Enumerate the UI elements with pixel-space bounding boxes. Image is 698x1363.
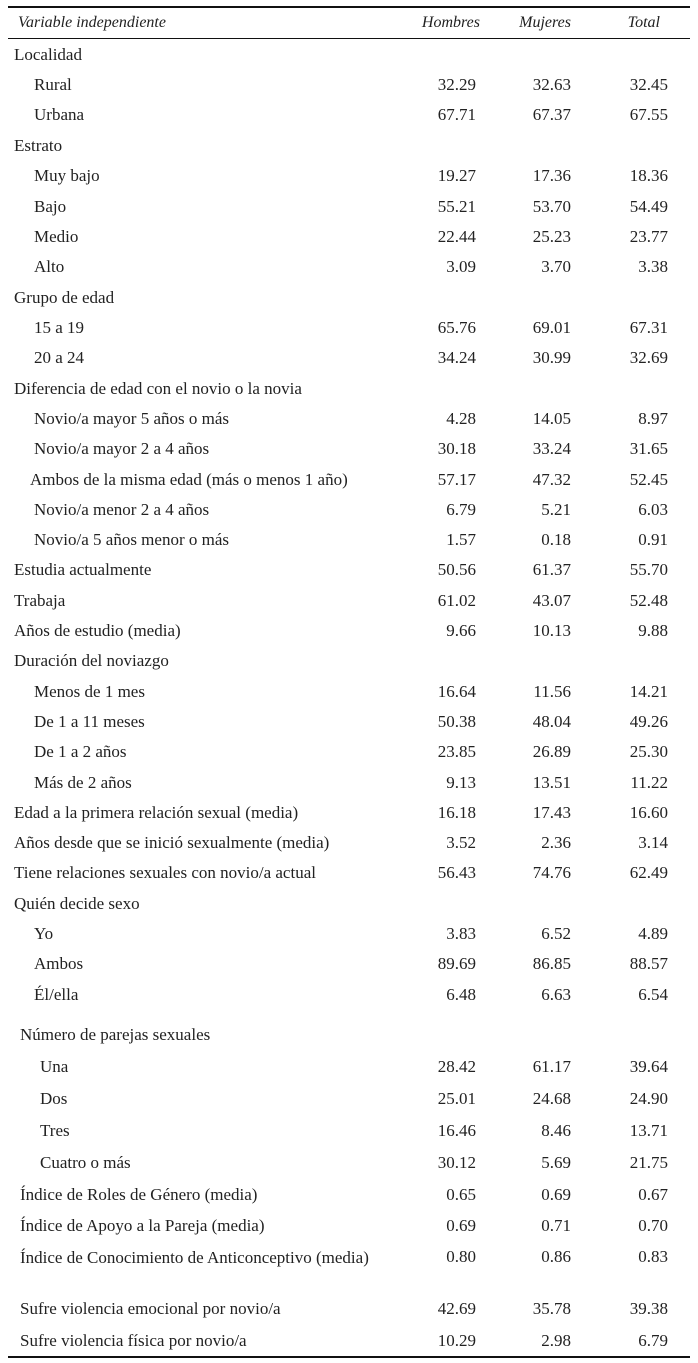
row-label: Número de parejas sexuales bbox=[20, 1025, 211, 1044]
table-row bbox=[0, 526, 698, 554]
row-total: 0.83 bbox=[638, 1247, 668, 1266]
row-mujeres: 8.46 bbox=[541, 1121, 571, 1140]
row-hombres: 32.29 bbox=[437, 75, 476, 94]
table-row bbox=[0, 617, 698, 645]
row-label: De 1 a 11 meses bbox=[34, 712, 145, 731]
row-label: Ambos bbox=[34, 954, 84, 973]
row-label: Estrato bbox=[14, 136, 63, 155]
row-total: 11.22 bbox=[630, 773, 668, 792]
row-total: 3.14 bbox=[638, 833, 668, 852]
row-total: 4.89 bbox=[638, 924, 668, 943]
row-mujeres: 11.56 bbox=[533, 682, 571, 701]
row-mujeres: 67.37 bbox=[532, 105, 571, 124]
table-row bbox=[0, 1295, 698, 1323]
row-label: Estudia actualmente bbox=[14, 560, 152, 579]
row-label: Quién decide sexo bbox=[14, 894, 140, 913]
row-label: Años desde que se inició sexualmente (media) bbox=[14, 833, 330, 852]
row-mujeres: 61.17 bbox=[532, 1057, 571, 1076]
row-total: 6.79 bbox=[638, 1331, 668, 1350]
table-row bbox=[0, 587, 698, 615]
row-label: Menos de 1 mes bbox=[34, 682, 145, 701]
row-total: 18.36 bbox=[629, 166, 668, 185]
row-hombres: 0.65 bbox=[446, 1185, 476, 1204]
row-mujeres: 0.86 bbox=[541, 1247, 571, 1266]
row-hombres: 65.76 bbox=[437, 318, 476, 337]
row-total: 6.54 bbox=[638, 985, 668, 1004]
row-label: Novio/a menor 2 a 4 años bbox=[34, 500, 210, 519]
row-label: Sufre violencia física por novio/a bbox=[20, 1331, 247, 1350]
row-label: Una bbox=[40, 1057, 69, 1076]
row-hombres: 6.79 bbox=[446, 500, 476, 519]
row-hombres: 34.24 bbox=[437, 348, 476, 367]
row-total: 3.38 bbox=[638, 257, 668, 276]
table-row bbox=[0, 435, 698, 463]
row-label: Yo bbox=[34, 924, 54, 943]
table-row bbox=[0, 920, 698, 948]
row-mujeres: 5.69 bbox=[541, 1153, 571, 1172]
row-mujeres: 61.37 bbox=[532, 560, 571, 579]
table-top-rule bbox=[8, 6, 690, 8]
row-mujeres: 0.69 bbox=[541, 1185, 571, 1204]
row-mujeres: 5.21 bbox=[541, 500, 571, 519]
row-mujeres: 86.85 bbox=[532, 954, 571, 973]
row-mujeres: 13.51 bbox=[532, 773, 571, 792]
table-row bbox=[0, 769, 698, 797]
row-label: Índice de Apoyo a la Pareja (media) bbox=[20, 1216, 265, 1235]
row-total: 67.55 bbox=[629, 105, 668, 124]
row-label: Diferencia de edad con el novio o la novia bbox=[14, 379, 302, 398]
row-label: Urbana bbox=[34, 105, 85, 124]
table-row bbox=[0, 466, 698, 494]
row-total: 14.21 bbox=[629, 682, 668, 701]
row-hombres: 30.18 bbox=[437, 439, 476, 458]
row-hombres: 22.44 bbox=[437, 227, 476, 246]
table-row bbox=[0, 1053, 698, 1081]
row-hombres: 16.46 bbox=[437, 1121, 476, 1140]
table-row bbox=[0, 405, 698, 433]
row-total: 54.49 bbox=[629, 197, 668, 216]
row-hombres: 9.66 bbox=[446, 621, 476, 640]
row-mujeres: 6.52 bbox=[541, 924, 571, 943]
table-row bbox=[0, 556, 698, 584]
table-row bbox=[0, 1327, 698, 1355]
row-hombres: 55.21 bbox=[437, 197, 476, 216]
table-row bbox=[0, 253, 698, 281]
row-label: Alto bbox=[34, 257, 65, 276]
row-label: Muy bajo bbox=[34, 166, 100, 185]
header-hombres: Hombres bbox=[421, 14, 480, 31]
row-hombres: 89.69 bbox=[437, 954, 476, 973]
table-row bbox=[0, 1181, 698, 1209]
row-mujeres: 35.78 bbox=[532, 1299, 571, 1318]
row-total: 31.65 bbox=[629, 439, 668, 458]
table-row bbox=[0, 41, 698, 69]
row-hombres: 16.18 bbox=[437, 803, 476, 822]
row-total: 25.30 bbox=[629, 742, 668, 761]
row-total: 21.75 bbox=[629, 1153, 668, 1172]
table-row bbox=[0, 101, 698, 129]
row-mujeres: 43.07 bbox=[532, 591, 571, 610]
row-total: 0.67 bbox=[638, 1185, 668, 1204]
row-label: Tiene relaciones sexuales con novio/a actual bbox=[14, 863, 316, 882]
table-row bbox=[0, 223, 698, 251]
row-total: 32.45 bbox=[629, 75, 668, 94]
row-total: 6.03 bbox=[638, 500, 668, 519]
row-total: 8.97 bbox=[638, 409, 668, 428]
row-hombres: 61.02 bbox=[437, 591, 476, 610]
row-hombres: 23.85 bbox=[437, 742, 476, 761]
row-mujeres: 0.71 bbox=[541, 1216, 571, 1235]
row-mujeres: 10.13 bbox=[532, 621, 571, 640]
row-hombres: 3.83 bbox=[446, 924, 476, 943]
row-hombres: 28.42 bbox=[437, 1057, 476, 1076]
row-mujeres: 14.05 bbox=[532, 409, 571, 428]
row-total: 52.48 bbox=[629, 591, 668, 610]
row-hombres: 42.69 bbox=[437, 1299, 476, 1318]
table-bottom-rule bbox=[8, 1356, 690, 1358]
row-hombres: 6.48 bbox=[446, 985, 476, 1004]
row-mujeres: 2.36 bbox=[541, 833, 571, 852]
row-label: Localidad bbox=[14, 45, 82, 64]
table-row bbox=[0, 496, 698, 524]
table-row bbox=[0, 981, 698, 1009]
row-total: 39.64 bbox=[629, 1057, 668, 1076]
table-row bbox=[0, 950, 698, 978]
row-label: Edad a la primera relación sexual (media) bbox=[14, 803, 299, 822]
row-mujeres: 17.36 bbox=[532, 166, 571, 185]
table-row bbox=[0, 162, 698, 190]
row-label: Tres bbox=[40, 1121, 70, 1140]
table-row bbox=[0, 1243, 698, 1291]
row-hombres: 19.27 bbox=[437, 166, 476, 185]
row-hombres: 57.17 bbox=[437, 470, 476, 489]
row-hombres: 50.56 bbox=[437, 560, 476, 579]
row-label: Él/ella bbox=[34, 985, 79, 1004]
row-mujeres: 33.24 bbox=[532, 439, 571, 458]
row-hombres: 25.01 bbox=[437, 1089, 476, 1108]
row-label: Más de 2 años bbox=[34, 773, 132, 792]
row-hombres: 3.52 bbox=[446, 833, 476, 852]
row-total: 49.26 bbox=[629, 712, 668, 731]
row-total: 39.38 bbox=[629, 1299, 668, 1318]
row-total: 62.49 bbox=[629, 863, 668, 882]
row-label: Índice de Conocimiento de Anticonceptivo (media) bbox=[20, 1248, 369, 1267]
table-row bbox=[0, 647, 698, 675]
row-label: Sufre violencia emocional por novio/a bbox=[20, 1299, 281, 1318]
table-row bbox=[0, 799, 698, 827]
row-label: Grupo de edad bbox=[14, 288, 115, 307]
row-total: 0.91 bbox=[638, 530, 668, 549]
row-hombres: 10.29 bbox=[437, 1331, 476, 1350]
row-label: Dos bbox=[40, 1089, 68, 1108]
row-mujeres: 47.32 bbox=[532, 470, 571, 489]
row-label: Ambos de la misma edad (más o menos 1 año) bbox=[30, 470, 348, 489]
row-label: 20 a 24 bbox=[34, 348, 85, 367]
row-total: 52.45 bbox=[629, 470, 668, 489]
row-hombres: 0.69 bbox=[446, 1216, 476, 1235]
row-hombres: 16.64 bbox=[437, 682, 476, 701]
table-row bbox=[0, 314, 698, 342]
row-mujeres: 53.70 bbox=[532, 197, 571, 216]
table-row bbox=[0, 1212, 698, 1240]
row-mujeres: 0.18 bbox=[541, 530, 571, 549]
row-label: Años de estudio (media) bbox=[14, 621, 181, 640]
table-row bbox=[0, 284, 698, 312]
table-row bbox=[0, 193, 698, 221]
row-total: 23.77 bbox=[629, 227, 668, 246]
row-label: Trabaja bbox=[14, 591, 66, 610]
row-total: 55.70 bbox=[629, 560, 668, 579]
row-label: Novio/a 5 años menor o más bbox=[34, 530, 229, 549]
table-row bbox=[0, 738, 698, 766]
row-hombres: 30.12 bbox=[437, 1153, 476, 1172]
row-mujeres: 24.68 bbox=[532, 1089, 571, 1108]
row-label: Medio bbox=[34, 227, 79, 246]
row-total: 16.60 bbox=[629, 803, 668, 822]
row-hombres: 9.13 bbox=[446, 773, 476, 792]
row-mujeres: 30.99 bbox=[532, 348, 571, 367]
row-hombres: 67.71 bbox=[437, 105, 476, 124]
row-mujeres: 32.63 bbox=[532, 75, 571, 94]
table-row bbox=[0, 1021, 698, 1049]
row-mujeres: 3.70 bbox=[541, 257, 571, 276]
row-hombres: 56.43 bbox=[437, 863, 476, 882]
row-total: 0.70 bbox=[638, 1216, 668, 1235]
header-mujeres: Mujeres bbox=[519, 14, 571, 31]
table-row bbox=[0, 344, 698, 372]
row-label: Duración del noviazgo bbox=[14, 651, 169, 670]
header-total: Total bbox=[627, 14, 660, 31]
row-hombres: 50.38 bbox=[437, 712, 476, 731]
row-mujeres: 6.63 bbox=[541, 985, 571, 1004]
row-mujeres: 69.01 bbox=[532, 318, 571, 337]
row-mujeres: 2.98 bbox=[541, 1331, 571, 1350]
table-row bbox=[0, 829, 698, 857]
row-mujeres: 17.43 bbox=[532, 803, 571, 822]
table-row bbox=[0, 678, 698, 706]
row-total: 24.90 bbox=[629, 1089, 668, 1108]
row-hombres: 1.57 bbox=[446, 530, 476, 549]
row-mujeres: 25.23 bbox=[532, 227, 571, 246]
row-label: Índice de Roles de Género (media) bbox=[20, 1185, 258, 1204]
table-header bbox=[0, 9, 698, 37]
row-mujeres: 26.89 bbox=[532, 742, 571, 761]
row-label: Novio/a mayor 2 a 4 años bbox=[34, 439, 210, 458]
table-row bbox=[0, 1085, 698, 1113]
row-hombres: 3.09 bbox=[446, 257, 476, 276]
table-row bbox=[0, 708, 698, 736]
row-hombres: 4.28 bbox=[446, 409, 476, 428]
row-label: Rural bbox=[34, 75, 72, 94]
row-mujeres: 74.76 bbox=[532, 863, 571, 882]
row-total: 32.69 bbox=[629, 348, 668, 367]
table-row bbox=[0, 1149, 698, 1177]
row-label: Cuatro o más bbox=[40, 1153, 131, 1172]
row-total: 13.71 bbox=[629, 1121, 668, 1140]
row-label: 15 a 19 bbox=[34, 318, 85, 337]
table-row bbox=[0, 132, 698, 160]
header-variable: Variable independiente bbox=[18, 14, 166, 31]
row-hombres: 0.80 bbox=[446, 1247, 476, 1266]
row-label: De 1 a 2 años bbox=[34, 742, 127, 761]
row-total: 88.57 bbox=[629, 954, 668, 973]
row-total: 9.88 bbox=[638, 621, 668, 640]
row-label: Bajo bbox=[34, 197, 67, 216]
table-row bbox=[0, 859, 698, 887]
table-row bbox=[0, 71, 698, 99]
table-row bbox=[0, 1117, 698, 1145]
row-label: Novio/a mayor 5 años o más bbox=[34, 409, 229, 428]
table-row bbox=[0, 375, 698, 403]
table-header-rule bbox=[8, 38, 690, 39]
row-total: 67.31 bbox=[629, 318, 668, 337]
table-row bbox=[0, 890, 698, 918]
row-mujeres: 48.04 bbox=[532, 712, 571, 731]
